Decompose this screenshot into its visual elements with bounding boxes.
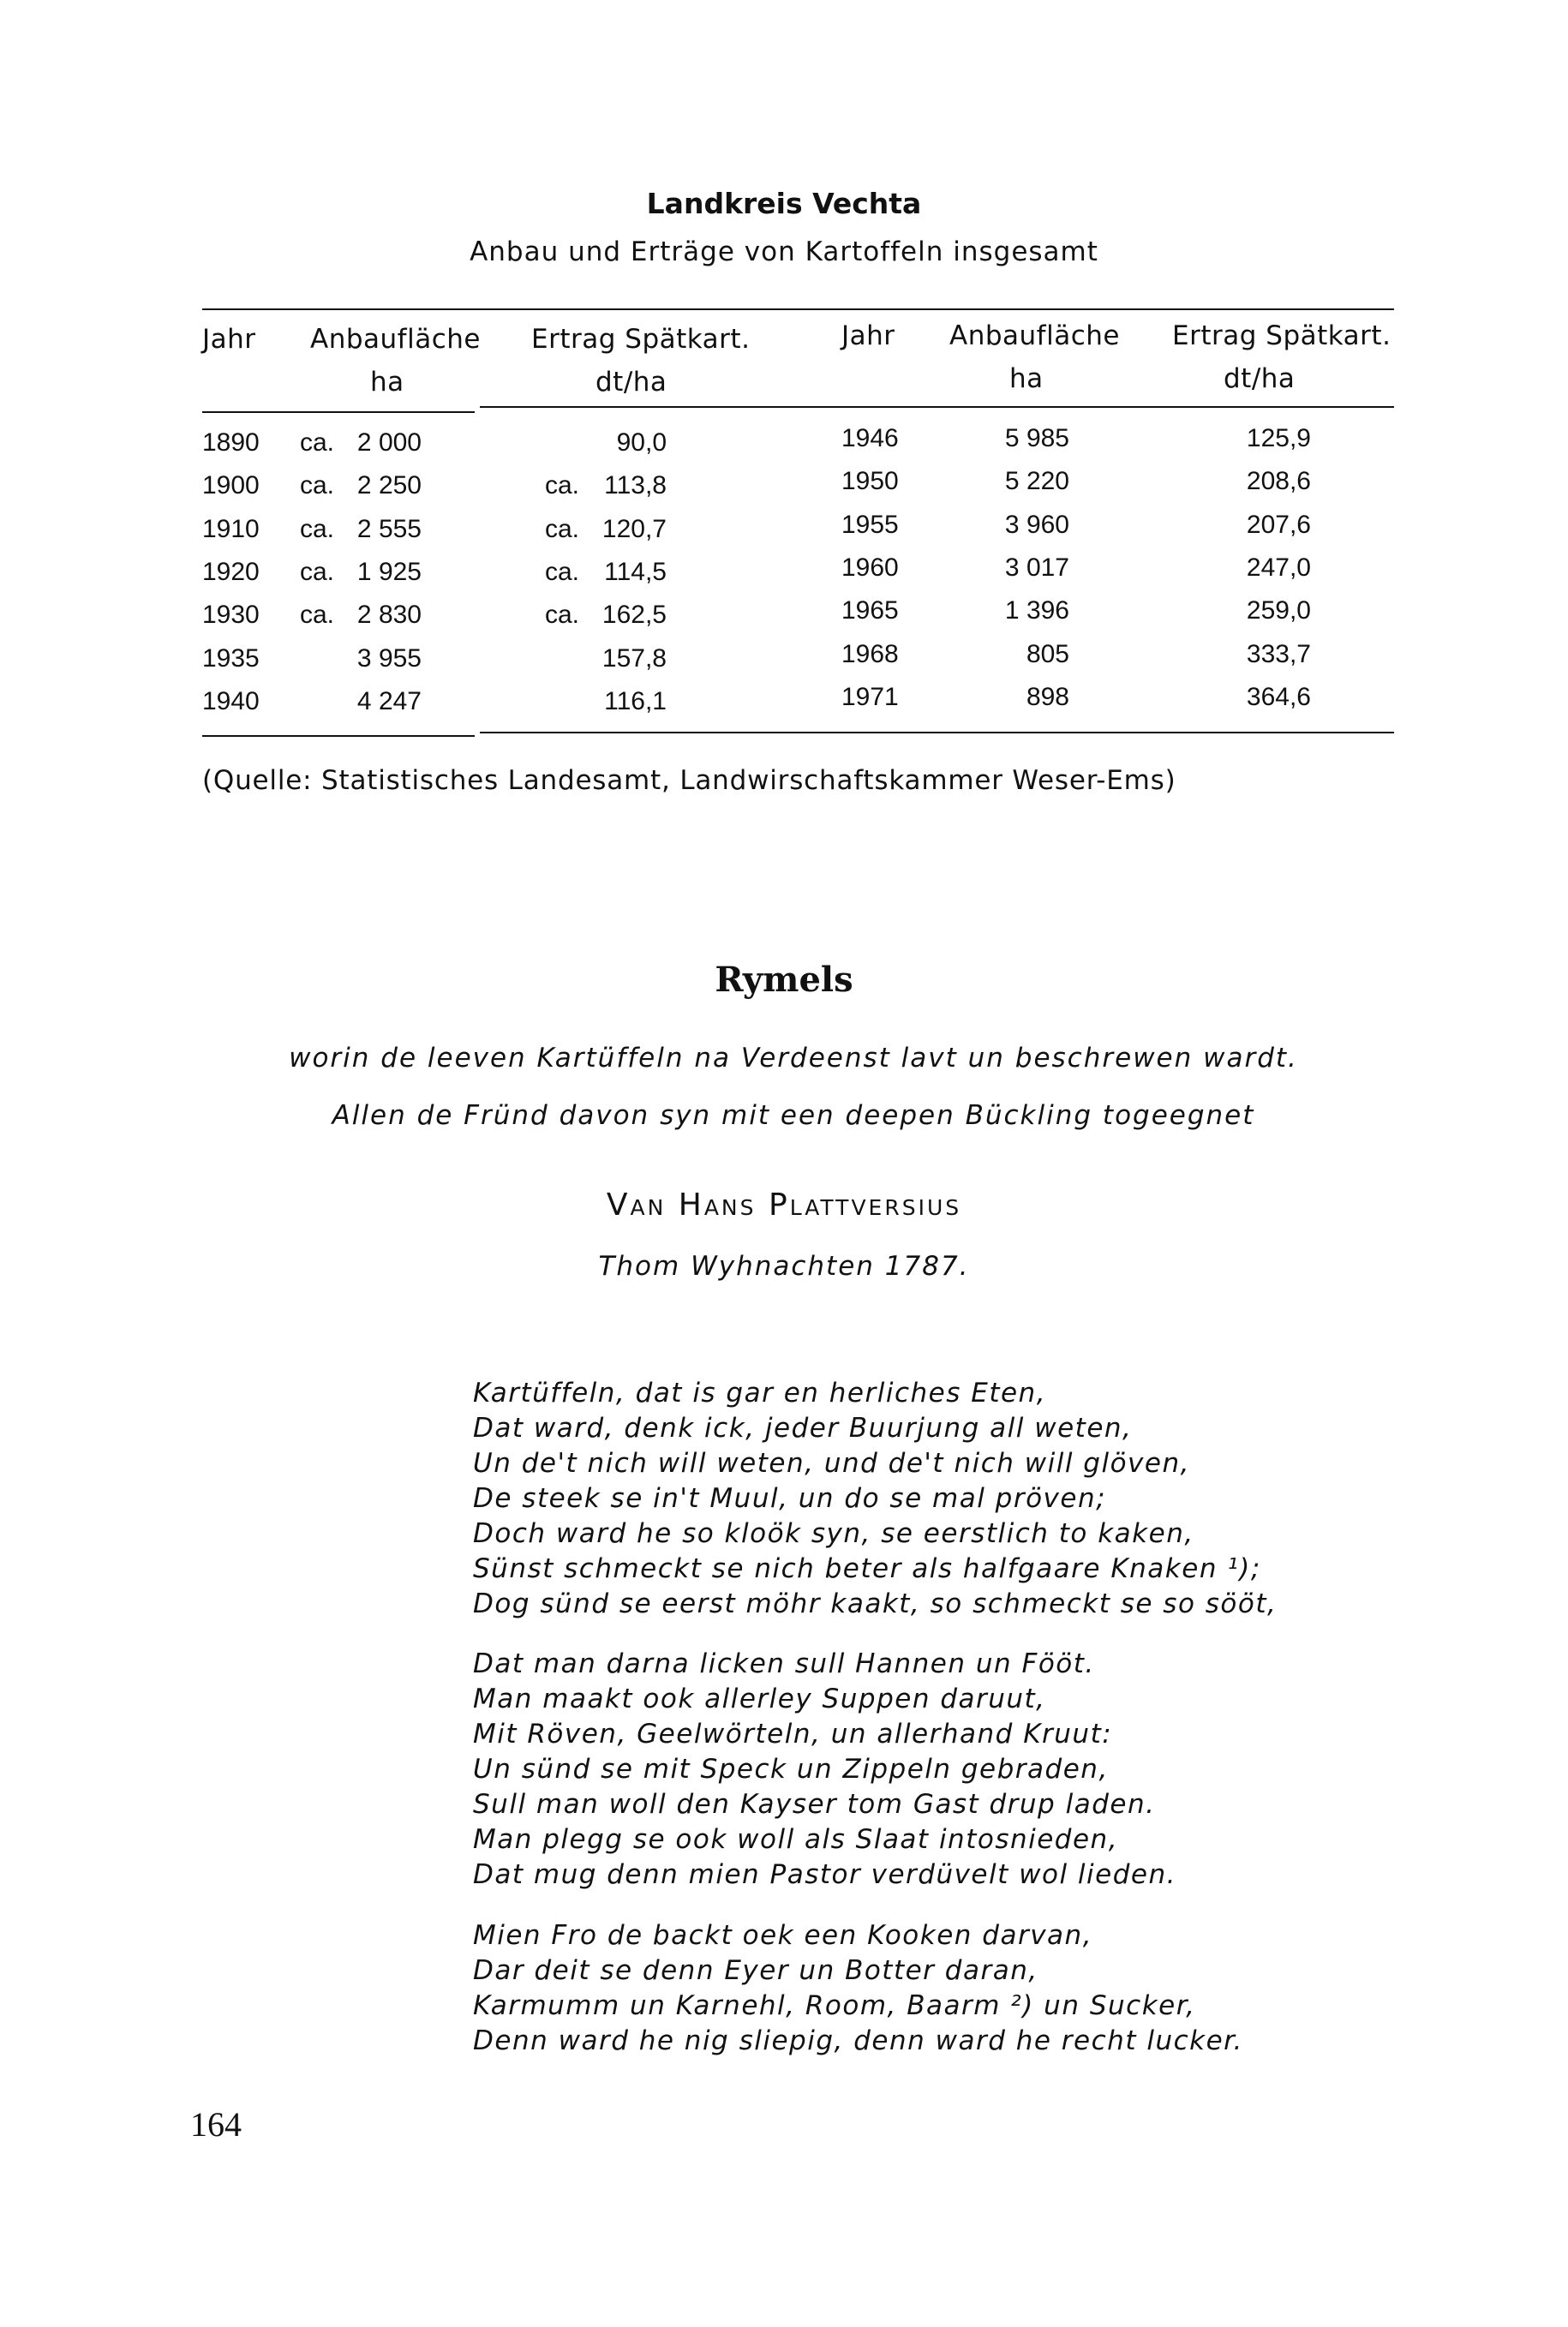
table-cell: 116,1 <box>604 687 667 715</box>
unit-dtha-2: dt/ha <box>1224 363 1296 394</box>
unit-ha-2: ha <box>1009 363 1044 394</box>
table-cell: 3 955 <box>356 644 422 673</box>
table-cell: ca. 2 000 <box>300 428 422 457</box>
verse-line: De steek se in't Muul, un do se mal pröven; <box>473 1483 1107 1514</box>
table-cell: 157,8 <box>601 644 667 673</box>
poem-stanza-2 <box>473 1647 1176 1893</box>
page-number: 164 <box>190 2105 242 2144</box>
verse-line: Sull man woll den Kayser tom Gast drup laden. <box>473 1789 1156 1820</box>
author-line: VAN HANS PLATTVERSIUS <box>606 1187 962 1223</box>
header-jahr-2: Jahr <box>841 320 895 351</box>
table-cell: 90,0 <box>616 428 667 457</box>
table-cell: 208,6 <box>1246 467 1311 495</box>
verse-line: Mit Röven, Geelwörteln, un allerhand Kruut: <box>473 1719 1113 1750</box>
verse-line: Sünst schmeckt se nich beter als halfgaare Knaken ¹); <box>473 1553 1261 1584</box>
table-cell: ca. 2 250 <box>300 471 422 499</box>
header-rule-left <box>202 411 475 413</box>
header-ertrag: Ertrag Spätkart. <box>531 324 751 355</box>
header-anbauflaeche: Anbaufläche <box>310 324 481 355</box>
table-cell: 1 396 <box>1004 596 1069 625</box>
table-cell: ca. 113,8 <box>545 471 667 499</box>
table-cell: 1890 <box>202 428 260 457</box>
header-anbauflaeche-2: Anbaufläche <box>949 320 1120 351</box>
table-cell: 1935 <box>202 644 260 673</box>
table-title: Landkreis Vechta <box>646 187 922 220</box>
unit-dtha: dt/ha <box>595 367 667 398</box>
table-cell: 1920 <box>202 558 260 586</box>
table-cell: 259,0 <box>1246 596 1311 625</box>
table-bottom-rule-left <box>202 735 475 737</box>
table-cell: 1940 <box>202 687 260 715</box>
table-cell: 805 <box>1026 640 1069 668</box>
table-top-rule <box>202 308 1394 310</box>
table-cell: ca. 120,7 <box>545 515 667 543</box>
verse-line: Dat man darna licken sull Hannen un Fööt. <box>473 1648 1095 1679</box>
table-subtitle: Anbau und Erträge von Kartoffeln insgesamt <box>470 236 1098 267</box>
table-cell: ca. 2 830 <box>300 601 422 629</box>
source-note: (Quelle: Statistisches Landesamt, Landwirschaftskammer Weser-Ems) <box>202 765 1176 796</box>
table-cell: 1950 <box>841 467 899 495</box>
table-bottom-rule-right <box>480 732 1394 733</box>
poem-stanza-1 <box>473 1376 1277 1622</box>
table-cell: 5 985 <box>1004 424 1069 452</box>
poem-title: Rymels <box>715 960 853 1000</box>
verse-line: Un sünd se mit Speck un Zippeln gebraden, <box>473 1754 1109 1785</box>
poem-subtitle-2: Allen de Fründ davon syn mit een deepen Bückling togeegnet <box>332 1100 1255 1131</box>
table-cell: 3 960 <box>1004 511 1069 539</box>
table-cell: 4 247 <box>356 687 422 715</box>
table-cell: 364,6 <box>1246 683 1311 711</box>
table-cell: 125,9 <box>1246 424 1311 452</box>
verse-line: Dog sünd se eerst möhr kaakt, so schmeckt se so sööt, <box>473 1588 1278 1619</box>
table-cell: 207,6 <box>1246 511 1311 539</box>
verse-line: Denn ward he nig sliepig, denn ward he recht lucker. <box>473 2025 1243 2056</box>
verse-line: Kartüffeln, dat is gar en herliches Eten, <box>473 1378 1047 1409</box>
poem-subtitle-1: worin de leeven Kartüffeln na Verdeenst lavt un beschrewen wardt. <box>289 1043 1298 1074</box>
header-jahr: Jahr <box>202 324 256 355</box>
table-cell: 1910 <box>202 515 260 543</box>
verse-line: Man plegg se ook woll als Slaat intosnieden, <box>473 1824 1119 1855</box>
table-cell: 1955 <box>841 511 899 539</box>
table-cell: 247,0 <box>1246 553 1311 582</box>
table-cell: ca. 114,5 <box>545 558 667 586</box>
table-cell: 333,7 <box>1246 640 1311 668</box>
table-cell: ca. 1 925 <box>300 558 422 586</box>
table-cell: 1960 <box>841 553 899 582</box>
date-line: Thom Wyhnachten 1787. <box>598 1251 970 1282</box>
verse-line: Dat ward, denk ick, jeder Buurjung all weten, <box>473 1413 1133 1444</box>
verse-line: Dar deit se denn Eyer un Botter daran, <box>473 1955 1038 1986</box>
table-cell: ca. 2 555 <box>300 515 422 543</box>
header-rule-right <box>480 406 1394 408</box>
table-cell: 3 017 <box>1004 553 1069 582</box>
table-cell: 1971 <box>841 683 899 711</box>
verse-line: Dat mug denn mien Pastor verdüvelt wol lieden. <box>473 1859 1176 1890</box>
verse-line: Doch ward he so kloök syn, se eerstlich to kaken, <box>473 1518 1194 1549</box>
table-cell: 898 <box>1026 683 1069 711</box>
table-cell: 1946 <box>841 424 899 452</box>
poem-stanza-3 <box>473 1918 1243 2059</box>
table-cell: 5 220 <box>1004 467 1069 495</box>
header-ertrag-2: Ertrag Spätkart. <box>1172 320 1391 351</box>
verse-line: Mien Fro de backt oek een Kooken darvan, <box>473 1920 1093 1951</box>
table-cell: 1965 <box>841 596 899 625</box>
verse-line: Man maakt ook allerley Suppen daruut, <box>473 1684 1046 1714</box>
table-cell: 1930 <box>202 601 260 629</box>
table-cell: 1900 <box>202 471 260 499</box>
unit-ha: ha <box>370 367 404 398</box>
table-cell: 1968 <box>841 640 899 668</box>
verse-line: Karmumm un Karnehl, Room, Baarm ²) un Sucker, <box>473 1990 1196 2021</box>
table-cell: ca. 162,5 <box>545 601 667 629</box>
verse-line: Un de't nich will weten, und de't nich will glöven, <box>473 1448 1190 1479</box>
